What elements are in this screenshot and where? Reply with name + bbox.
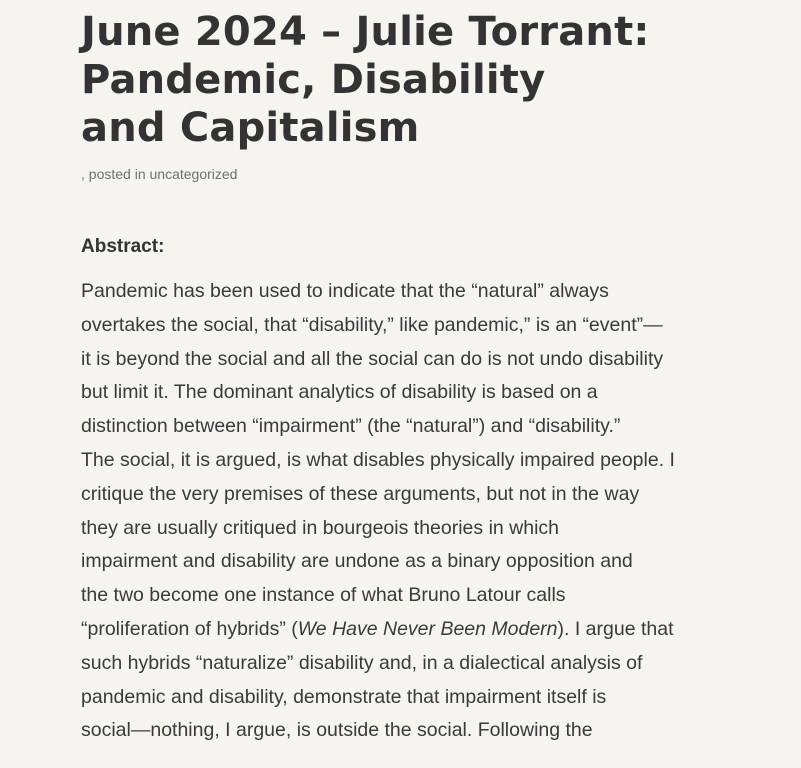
post-title-line: Pandemic, Disability <box>81 57 546 103</box>
paragraph-line: Pandemic has been used to indicate that the “natural” always <box>81 280 609 302</box>
paragraph-line: impairment and disability are undone as a binary opposition and <box>81 550 633 573</box>
paragraph-line: critique the very premises of these arguments, but not in the way <box>81 482 640 505</box>
line-text: ). I argue that <box>557 617 674 640</box>
paragraph-line <box>81 613 751 647</box>
category-link[interactable]: uncategorized <box>149 166 238 182</box>
post-title <box>81 0 751 152</box>
paragraph-line: the two become one instance of what Bruno Latour calls <box>81 584 566 607</box>
paragraph-line: they are usually critiqued in bourgeois theories in which <box>81 516 560 539</box>
post-title-line: June 2024 – Julie Torrant: <box>81 9 650 55</box>
post-meta-prefix: , posted in <box>81 166 150 182</box>
paragraph-line: such hybrids “naturalize” disability and, in a dialectical analysis of <box>81 651 643 674</box>
article <box>81 0 751 768</box>
line-text: “proliferation of hybrids” ( <box>81 617 298 640</box>
paragraph-line: The social, it is argued, is what disables physically impaired people. I <box>81 448 675 471</box>
paragraph-line: distinction between “impairment” (the “natural”) and “disability.” <box>81 415 621 438</box>
paragraph-line: it is beyond the social and all the social can do is not undo disability <box>81 347 664 370</box>
book-title: We Have Never Been Modern <box>297 617 558 640</box>
post-meta <box>81 165 751 183</box>
paragraph-line: social—nothing, I argue, is outside the social. Following the <box>81 719 593 742</box>
post-title-line: and Capitalism <box>81 105 420 151</box>
paragraph-line: overtakes the social, that “disability,” like pandemic,” is an “event”— <box>81 313 663 336</box>
abstract-heading: Abstract: <box>81 236 165 257</box>
abstract-paragraph <box>81 275 751 748</box>
paragraph-line: but limit it. The dominant analytics of disability is based on a <box>81 381 598 404</box>
paragraph-line: pandemic and disability, demonstrate that impairment itself is <box>81 685 607 708</box>
